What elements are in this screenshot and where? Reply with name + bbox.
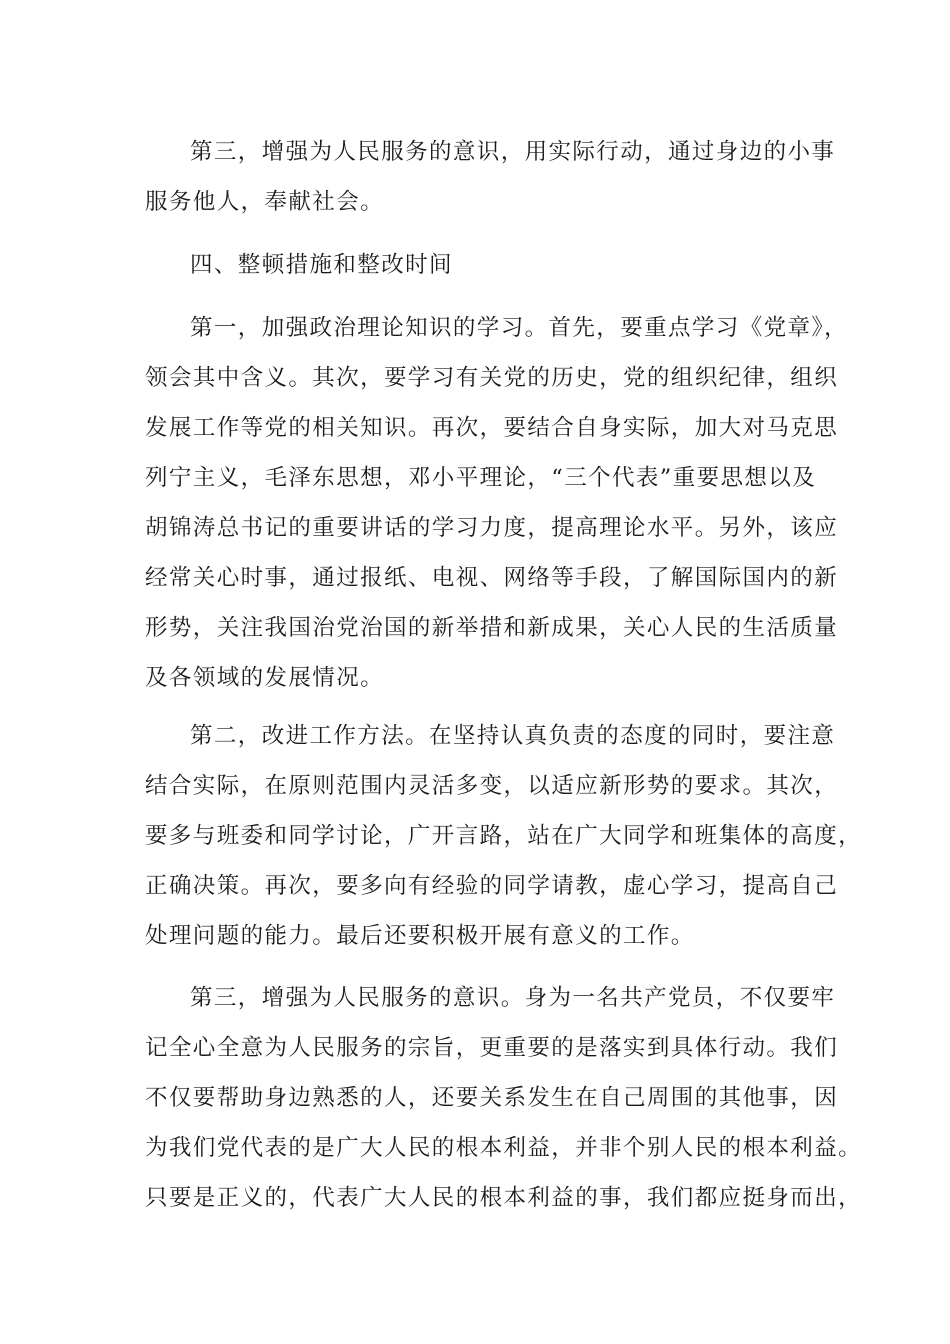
paragraph-4-line-4: 为我们党代表的是广大人民的根本利益，并非个别人民的根本利益。 bbox=[145, 1135, 863, 1161]
paragraph-3-line-2: 结合实际，在原则范围内灵活多变，以适应新形势的要求。其次， bbox=[145, 773, 839, 799]
paragraph-2-line-3: 发展工作等党的相关知识。再次，要结合自身实际，加大对马克思 bbox=[145, 415, 839, 441]
paragraph-2-line-5: 胡锦涛总书记的重要讲话的学习力度，提高理论水平。另外，该应 bbox=[145, 515, 839, 541]
paragraph-2-line-8: 及各领域的发展情况。 bbox=[145, 665, 385, 691]
paragraph-3-line-1: 第二，改进工作方法。在坚持认真负责的态度的同时，要注意 bbox=[190, 723, 836, 749]
paragraph-2-line-2: 领会其中含义。其次，要学习有关党的历史，党的组织纪律，组织 bbox=[145, 365, 839, 391]
paragraph-3-line-5: 处理问题的能力。最后还要积极开展有意义的工作。 bbox=[145, 923, 695, 949]
paragraph-4-line-3: 不仅要帮助身边熟悉的人，还要关系发生在自己周围的其他事，因 bbox=[145, 1085, 839, 1111]
section-heading: 四、整顿措施和整改时间 bbox=[190, 252, 453, 278]
paragraph-3-line-4: 正确决策。再次，要多向有经验的同学请教，虚心学习，提高自己 bbox=[145, 873, 839, 899]
paragraph-4-line-5: 只要是正义的，代表广大人民的根本利益的事，我们都应挺身而出， bbox=[145, 1185, 863, 1211]
paragraph-2-line-7: 形势，关注我国治党治国的新举措和新成果，关心人民的生活质量 bbox=[145, 615, 839, 641]
paragraph-4-line-1: 第三，增强为人民服务的意识。身为一名共产党员，不仅要牢 bbox=[190, 985, 836, 1011]
paragraph-2-line-6: 经常关心时事，通过报纸、电视、网络等手段，了解国际国内的新 bbox=[145, 565, 839, 591]
paragraph-4-line-2: 记全心全意为人民服务的宗旨，更重要的是落实到具体行动。我们 bbox=[145, 1035, 839, 1061]
paragraph-3-line-3: 要多与班委和同学讨论，广开言路，站在广大同学和班集体的高度， bbox=[145, 823, 863, 849]
paragraph-1-line-2: 服务他人，奉献社会。 bbox=[145, 189, 385, 215]
paragraph-2-line-4: 列宁主义，毛泽东思想，邓小平理论，“三个代表”重要思想以及 bbox=[145, 465, 817, 491]
paragraph-2-line-1: 第一，加强政治理论知识的学习。首先，要重点学习《党章》， bbox=[190, 315, 848, 341]
paragraph-1-line-1: 第三，增强为人民服务的意识，用实际行动，通过身边的小事 bbox=[190, 139, 836, 165]
